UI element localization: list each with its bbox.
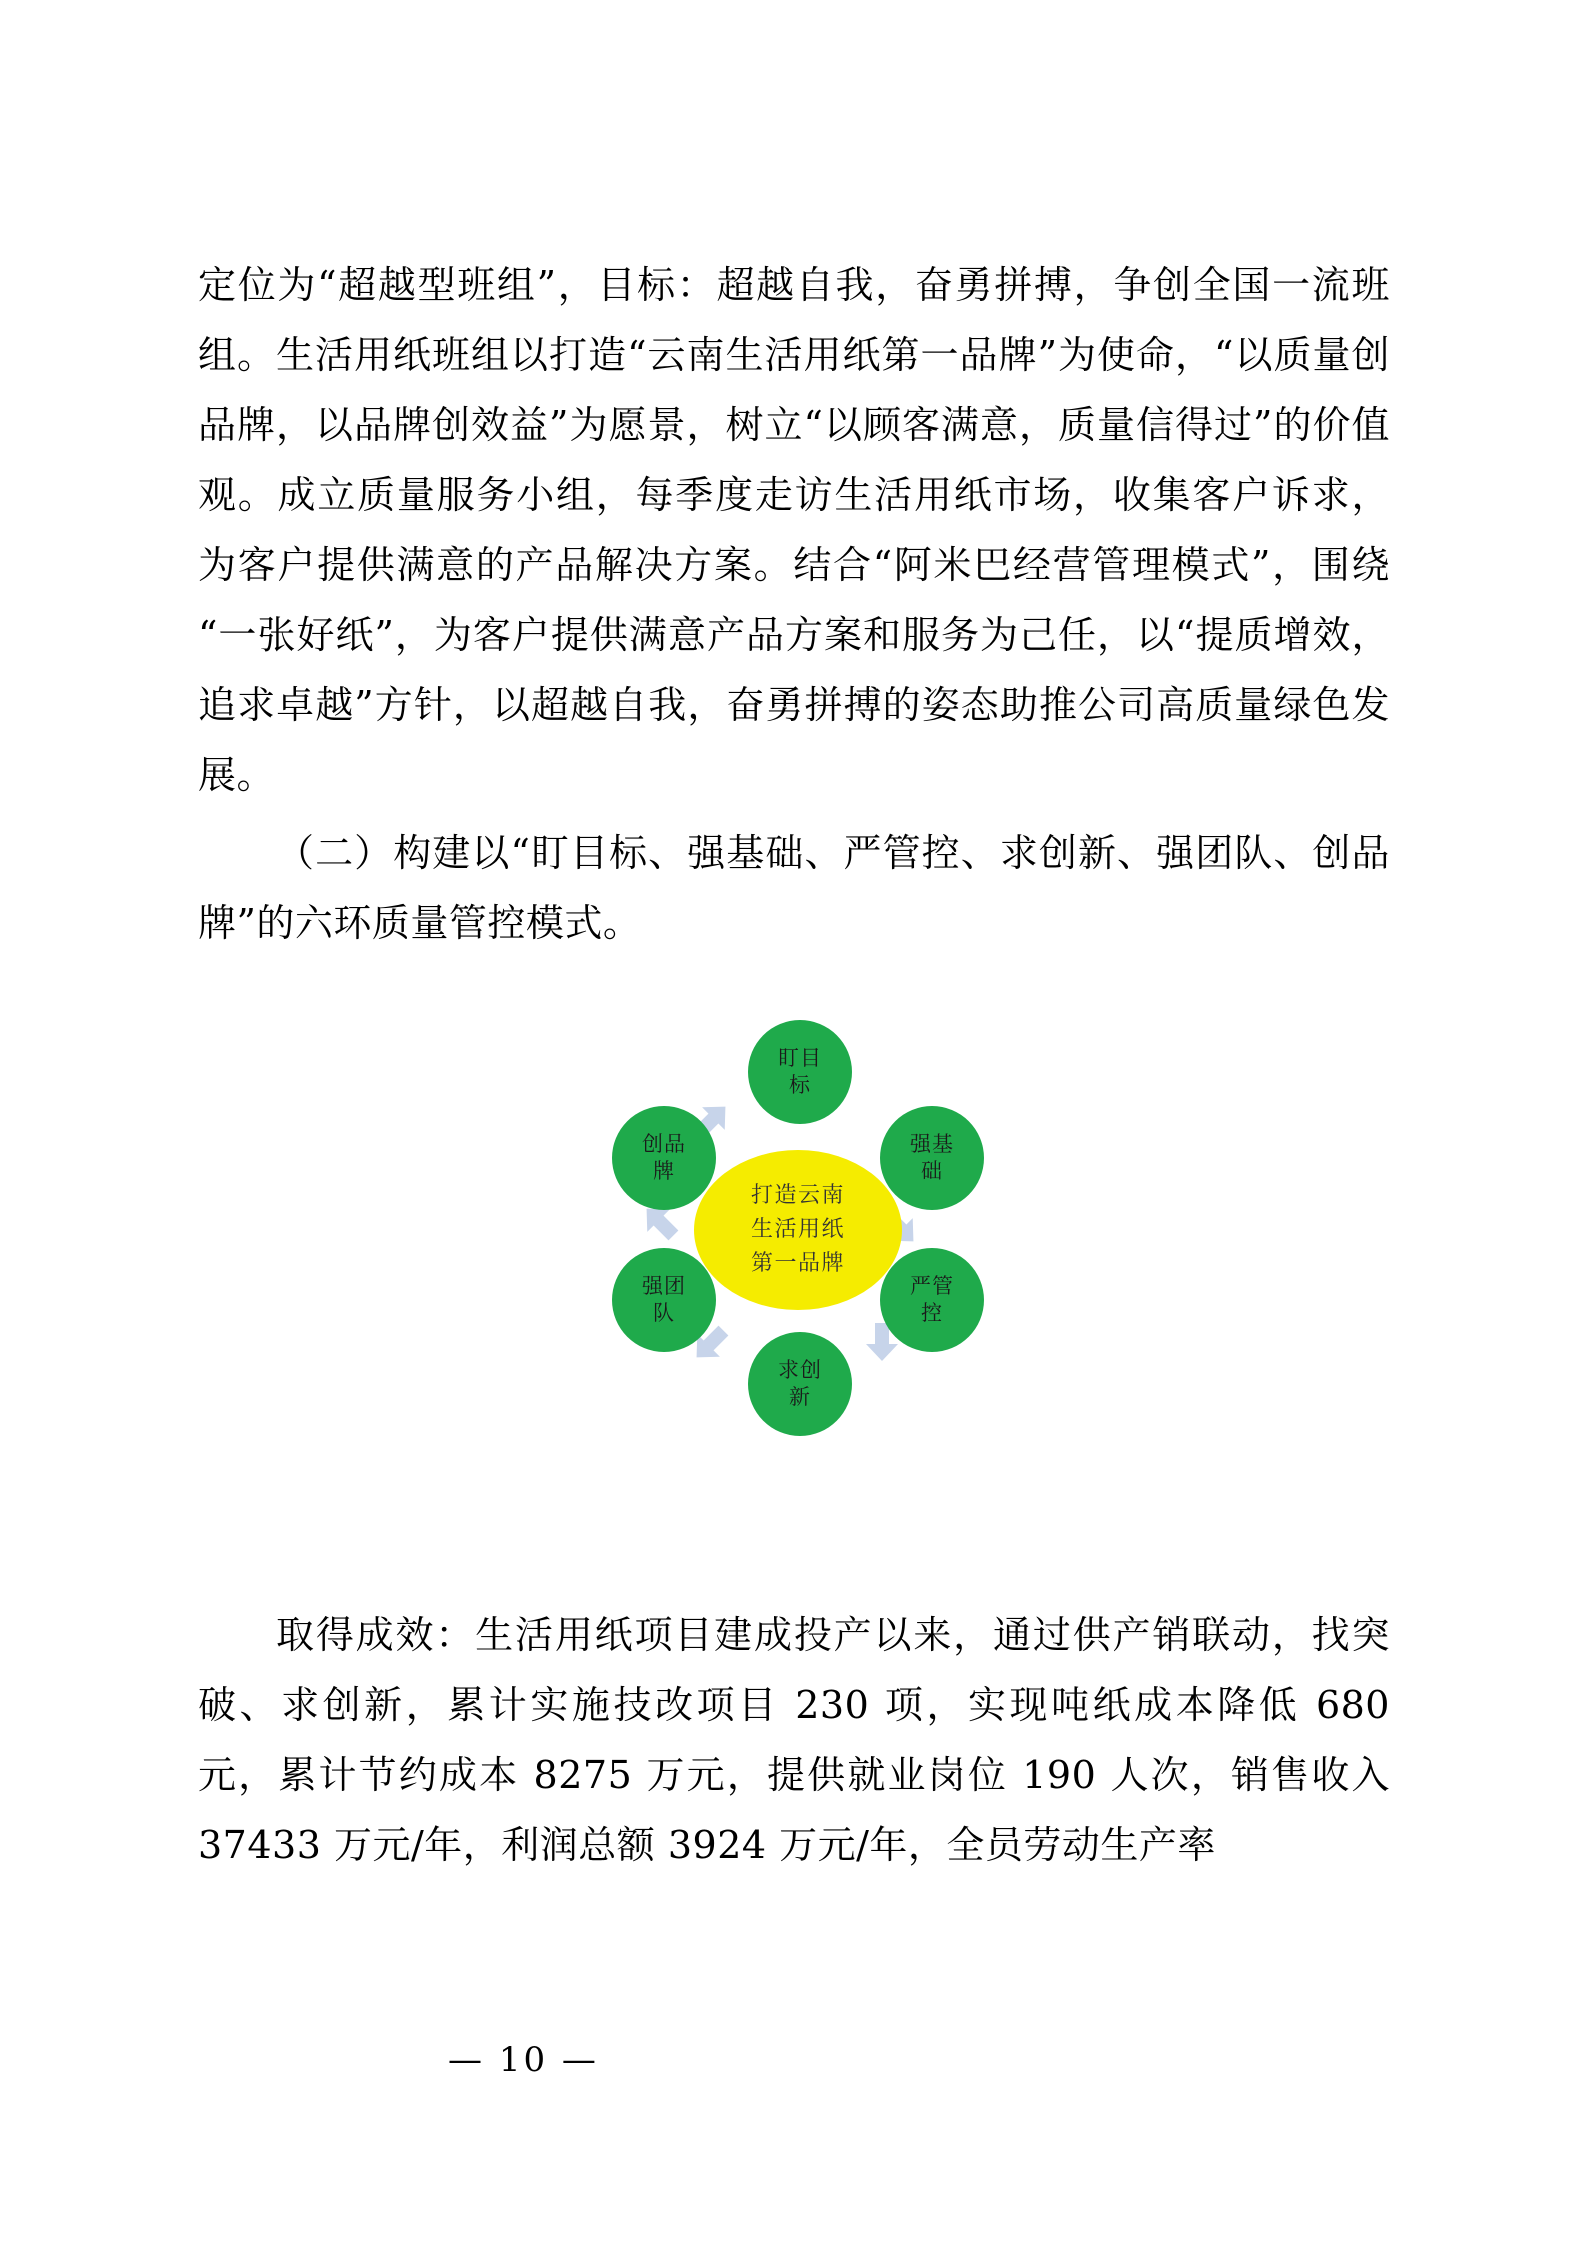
diagram-node-right-upper [880, 1106, 984, 1210]
page-number [0, 2040, 1587, 2080]
diagram-node-left-upper-label: 创品牌 [642, 1132, 686, 1183]
diagram-node-left-lower-label: 强团队 [642, 1274, 686, 1325]
page-number-text: — 10 — [448, 2040, 599, 2080]
diagram-node-right-lower-label: 严管控 [910, 1274, 954, 1325]
paragraph-3: 取得成效：生活用纸项目建成投产以来，通过供产销联动，找突破、求创新，累计实施技改项目 230 项，实现吨纸成本降低 680 元，累计节约成本 8275 万元，提供就业岗位 190 人次，销售收入 37433 万元/年，利润总额 3924 万元/年，全员劳动生产率 [198, 1613, 1390, 1867]
quality-control-cycle-diagram [560, 1020, 1040, 1520]
document-body-lower [198, 1600, 1390, 1880]
diagram-node-top-label: 盯目标 [778, 1046, 822, 1097]
document-body [198, 250, 1390, 958]
diagram-node-right-lower [880, 1248, 984, 1352]
diagram-node-bottom [748, 1332, 852, 1436]
diagram-center-node [694, 1150, 902, 1310]
paragraph-2: （二）构建以“盯目标、强基础、严管控、求创新、强团队、创品牌”的六环质量管控模式。 [198, 831, 1390, 945]
diagram-node-top [748, 1020, 852, 1124]
diagram-node-bottom-label: 求创新 [778, 1358, 822, 1409]
paragraph-1: 定位为“超越型班组”，目标：超越自我，奋勇拼搏，争创全国一流班组。生活用纸班组以打造“云南生活用纸第一品牌”为使命，“以质量创品牌，以品牌创效益”为愿景，树立“以顾客满意，质量信得过”的价值观。成立质量服务小组，每季度走访生活用纸市场，收集客户诉求，为客户提供满意的产品解决方案。结合“阿米巴经营管理模式”，围绕“一张好纸”，为客户提供满意产品方案和服务为己任，以“提质增效，追求卓越”方针，以超越自我，奋勇拼搏的姿态助推公司高质量绿色发展。 [198, 263, 1390, 797]
diagram-center-line-2: 生活用纸 [750, 1217, 845, 1242]
diagram-node-right-upper-label: 强基础 [910, 1132, 954, 1183]
diagram-center-line-1: 打造云南 [750, 1183, 845, 1208]
diagram-node-left-lower [612, 1248, 716, 1352]
diagram-center-line-3: 第一品牌 [750, 1251, 845, 1276]
diagram-node-left-upper [612, 1106, 716, 1210]
